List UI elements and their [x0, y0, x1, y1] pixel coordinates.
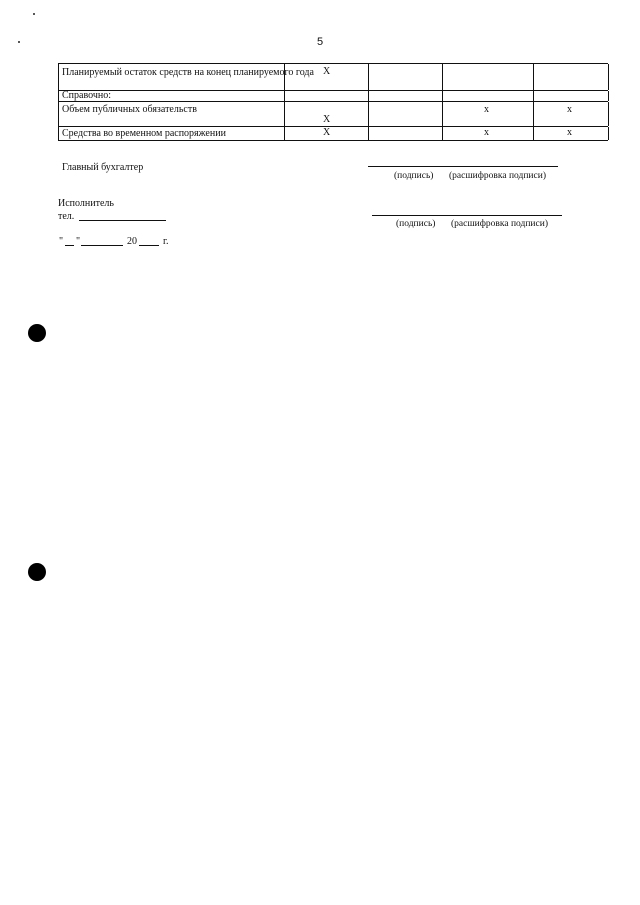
- date-month-field: [81, 245, 123, 246]
- chief-accountant-signature-line: [368, 166, 558, 167]
- date-day-field: [65, 245, 74, 246]
- table-cell: [368, 102, 443, 126]
- table-cell: [533, 102, 609, 126]
- public-obligations-table: [58, 63, 608, 141]
- date-year-suffix: г.: [163, 236, 169, 247]
- chief-accountant-decoding-caption: (расшифровка подписи): [449, 171, 546, 181]
- row-label: Средства во временном распоряжении: [62, 128, 226, 139]
- scan-speck: [33, 13, 35, 15]
- table-cell: [58, 102, 285, 126]
- table-row: [58, 64, 608, 91]
- table-cell: [284, 64, 369, 90]
- table-cell: [442, 102, 534, 126]
- cell-mark: x: [484, 127, 489, 138]
- cell-mark: x: [484, 104, 489, 115]
- table-cell: [368, 91, 443, 101]
- table-cell: [442, 64, 534, 90]
- executor-signature-line: [372, 215, 562, 216]
- table-row: [58, 102, 608, 127]
- chief-accountant-signature-caption: (подпись): [394, 171, 434, 181]
- table-cell: [533, 64, 609, 90]
- scan-speck: [18, 41, 20, 43]
- punch-hole: [28, 563, 46, 581]
- table-cell: [368, 127, 443, 140]
- date-quote-open: ": [59, 236, 64, 247]
- executor-phone-field: [79, 220, 166, 221]
- table-cell: [442, 127, 534, 140]
- table-row: [58, 127, 608, 141]
- table-cell: [533, 127, 609, 140]
- page-number: 5: [316, 36, 324, 48]
- cell-mark: x: [567, 104, 572, 115]
- table-cell: [442, 91, 534, 101]
- executor-decoding-caption: (расшифровка подписи): [451, 219, 548, 229]
- punch-hole: [28, 324, 46, 342]
- table-row: [58, 91, 608, 102]
- cell-mark: X: [323, 127, 331, 138]
- cell-mark: X: [323, 66, 331, 77]
- cell-mark: X: [323, 114, 331, 125]
- row-label: Объем публичных обязательств: [62, 104, 197, 115]
- table-cell: [58, 127, 285, 140]
- date-year-prefix: 20: [127, 236, 137, 247]
- row-label: Справочно:: [62, 90, 112, 101]
- executor-label: Исполнитель: [58, 198, 114, 209]
- table-cell: [284, 102, 369, 126]
- table-cell: [58, 64, 285, 90]
- table-cell: [284, 91, 369, 101]
- executor-phone-label: тел.: [58, 211, 75, 222]
- table-cell: [533, 91, 609, 101]
- row-label: Планируемый остаток средств на конец планируемого года: [62, 67, 314, 78]
- table-cell: [368, 64, 443, 90]
- table-cell: [284, 127, 369, 140]
- cell-mark: x: [567, 127, 572, 138]
- date-quote-close: ": [76, 236, 81, 247]
- date-year-field: [139, 245, 159, 246]
- table-cell: [58, 91, 285, 101]
- chief-accountant-label: Главный бухгалтер: [62, 162, 144, 173]
- executor-signature-caption: (подпись): [396, 219, 436, 229]
